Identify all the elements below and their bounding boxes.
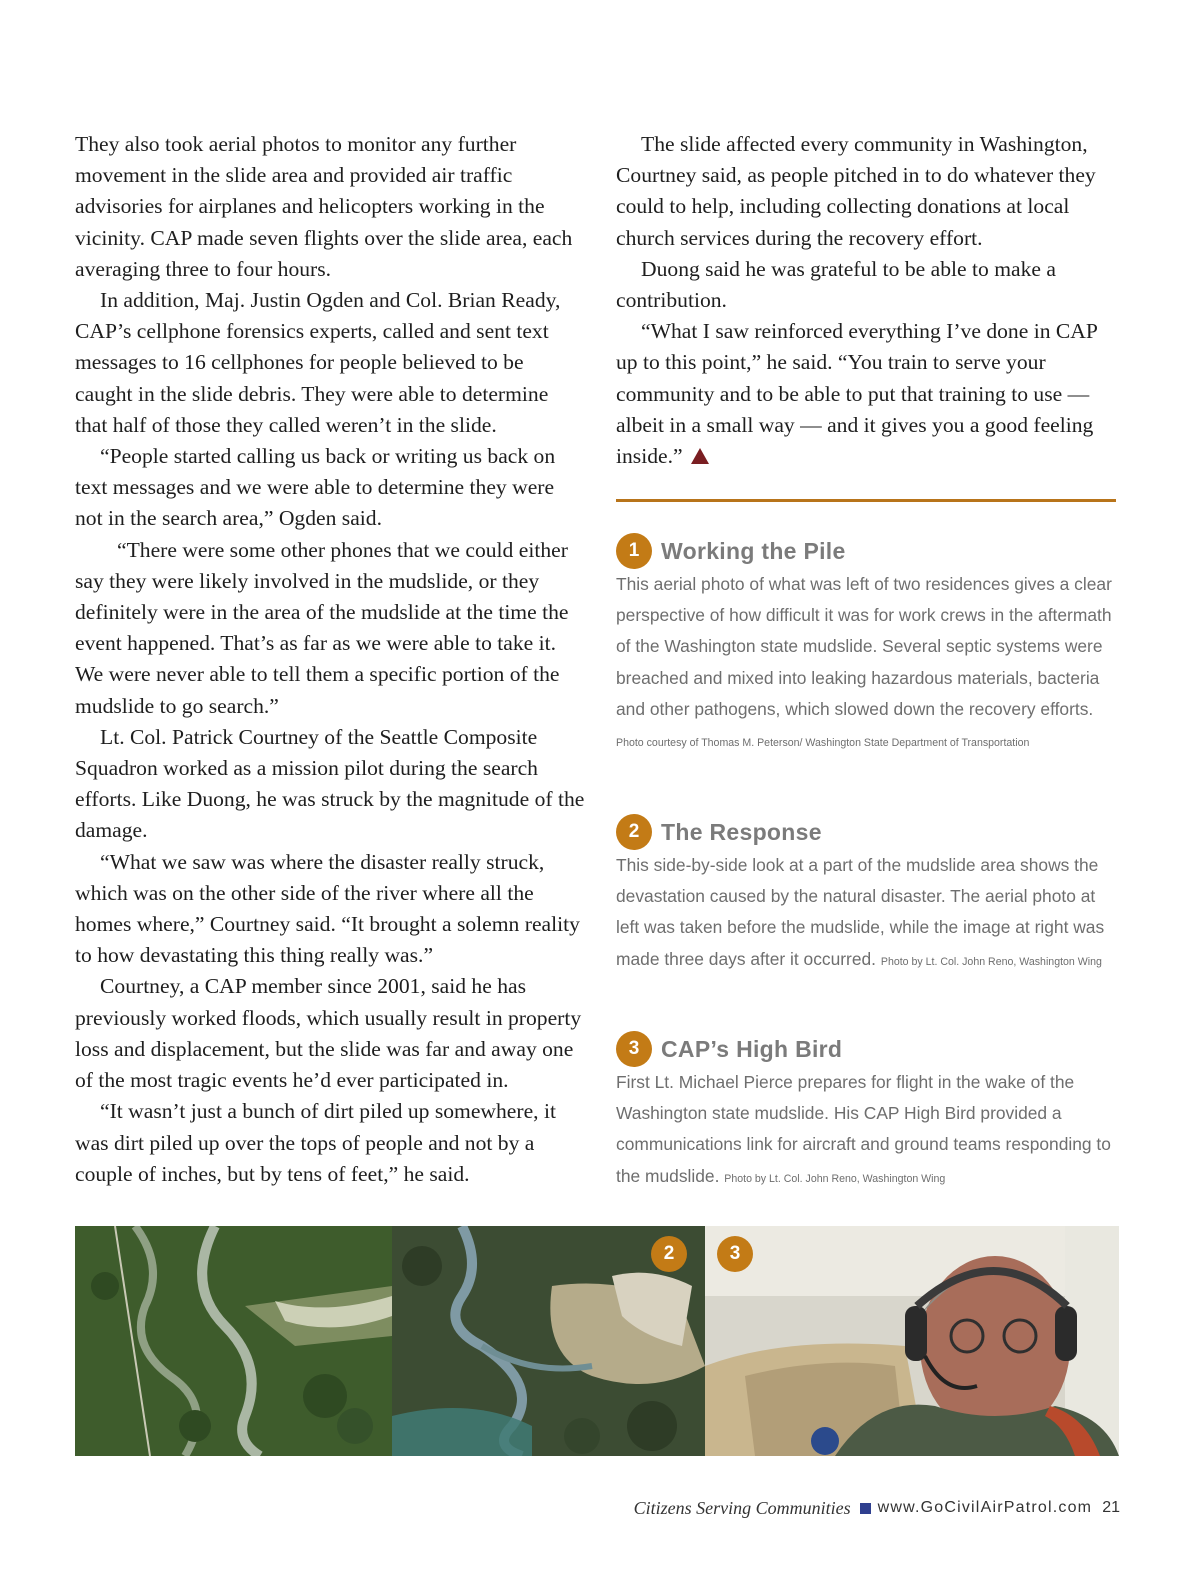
article-paragraph: Lt. Col. Patrick Courtney of the Seattle Composite Squadron worked as a mission pilot during the search efforts. Like Duong, he was struck by the magnitude of the damage. — [75, 724, 585, 843]
caption-number-badge: 2 — [616, 814, 652, 850]
article-paragraph — [616, 316, 1121, 472]
end-of-story-triangle-icon — [691, 448, 709, 464]
article-paragraph: Duong said he was grateful to be able to make a contribution. — [616, 256, 1056, 313]
caption-body — [616, 850, 1116, 978]
photo-caption-1 — [616, 533, 1116, 759]
article-paragraph: The slide affected every community in Washington, Courtney said, as people pitched in to do whatever they could to help, including collecting donations at local church services during the recovery effort. — [616, 132, 1096, 250]
page-footer — [634, 1494, 1120, 1522]
caption-header — [616, 814, 1116, 850]
caption-number-badge: 3 — [616, 1031, 652, 1067]
article-paragraph: “It wasn’t just a bunch of dirt piled up somewhere, it was dirt piled up over the tops of people and not by a couple of inches, but by tens of feet,” he said. — [75, 1099, 556, 1186]
article-paragraph-text: “What I saw reinforced everything I’ve done in CAP up to this point,” he said. “You train to serve your community and to be able to put that training to use — albeit in a small way — and it gives you a good feeling inside.” — [616, 319, 1098, 469]
caption-text: First Lt. Michael Pierce prepares for flight in the wake of the Washington state mudslide. His CAP High Bird provided a communications link for aircraft and ground teams responding to the mudslide. — [616, 1072, 1111, 1186]
pilot-photo — [705, 1226, 1119, 1456]
footer-tagline: Citizens Serving Communities — [633, 1497, 851, 1518]
caption-title: CAP’s High Bird — [661, 1035, 843, 1062]
section-divider — [616, 499, 1116, 502]
photo-credit: Photo by Lt. Col. John Reno, Washington Wing — [880, 955, 1102, 968]
article-paragraph: They also took aerial photos to monitor any further movement in the slide area and provided air traffic advisories for airplanes and helicopters working in the vicinity. CAP made seven flights over the slide area, each averaging three to four hours. — [75, 132, 573, 281]
footer-square-icon — [860, 1503, 871, 1514]
article-paragraph: “What we saw was where the disaster really struck, which was on the other side of the river where all the homes where,” Courtney said. “It brought a solemn reality to how devastating this thing really was.” — [75, 849, 580, 968]
caption-text: This side-by-side look at a part of the mudslide area shows the devastation caused by the natural disaster. The aerial photo at left was taken before the mudslide, while the image at right was made three days after it occurred. — [616, 855, 1105, 969]
caption-text: This aerial photo of what was left of two residences gives a clear perspective of how difficult it was for work crews in the aftermath of the Washington state mudslide. Several septic systems were breached and mixed into leaking hazardous materials, bacteria and other pathogens, which slowed down the recovery efforts. — [616, 574, 1112, 719]
photo-caption-2 — [616, 814, 1116, 978]
footer-url[interactable]: www.GoCivilAirPatrol.com — [877, 1499, 1093, 1516]
article-paragraph: “There were some other phones that we could either say they were likely involved in the mudslide, or they definitely were in the area of the mudslide at the time the event happened. That’s as far as we were able to take it. We were never able to tell them a specific portion of the mudslide to go search.” — [75, 537, 569, 718]
caption-body — [616, 569, 1116, 759]
aerial-photo-before — [75, 1226, 392, 1456]
photo-badge-3: 3 — [717, 1236, 753, 1272]
article-paragraph: Courtney, a CAP member since 2001, said he has previously worked floods, which usually result in property loss and displacement, but the slide was far and away one of the most tragic events he’d ever participated in. — [75, 974, 582, 1093]
article-paragraph: In addition, Maj. Justin Ogden and Col. Brian Ready, CAP’s cellphone forensics experts, called and sent text messages to 16 cellphones for people believed to be caught in the slide debris. They were able to determine that half of those they called weren’t in the slide. — [75, 288, 561, 437]
photo-credit: Photo by Lt. Col. John Reno, Washington Wing — [724, 1172, 946, 1185]
article-paragraph: “People started calling us back or writing us back on text messages and we were able to determine they were not in the search area,” Ogden said. — [75, 444, 556, 531]
photo-strip — [75, 1226, 1119, 1456]
caption-body — [616, 1067, 1116, 1195]
caption-title: Working the Pile — [661, 537, 846, 564]
caption-header — [616, 533, 1116, 569]
photo-caption-3 — [616, 1031, 1116, 1195]
article-right-column — [616, 129, 1121, 472]
caption-title: The Response — [661, 818, 822, 845]
page-number: 21 — [1102, 1499, 1120, 1516]
article-left-column — [75, 129, 585, 1190]
photo-badge-2: 2 — [651, 1236, 687, 1272]
caption-number-badge: 1 — [616, 533, 652, 569]
photo-credit: Photo courtesy of Thomas M. Peterson/ Washington State Department of Transportation — [616, 737, 1030, 750]
caption-header — [616, 1031, 1116, 1067]
